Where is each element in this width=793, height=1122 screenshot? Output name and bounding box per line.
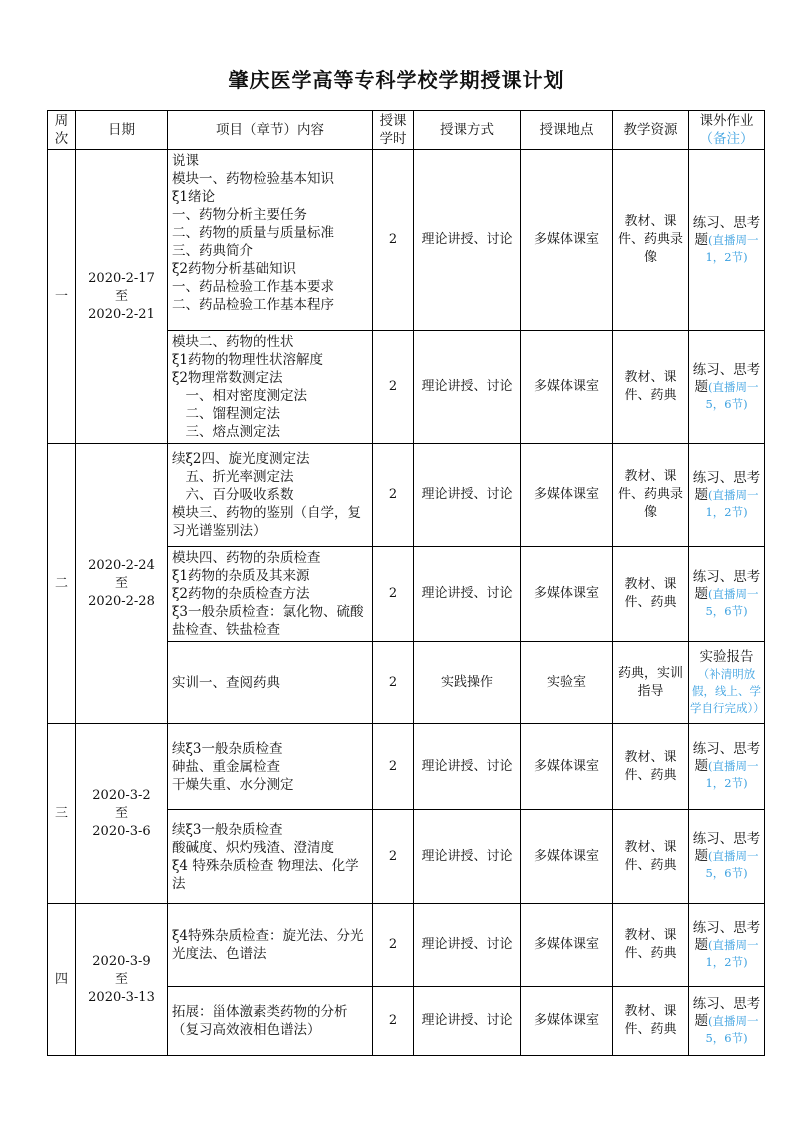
content-cell: 说课 模块一、药物检验基本知识 ξ1绪论 一、药物分析主要任务 二、药物的质量与质量标准 三、药典简介 ξ2药物分析基础知识 一、药品检验工作基本要求 二、药品检验工作基本程序: [168, 150, 373, 331]
content-cell: 续ξ3一般杂质检查 砷盐、重金属检查 干燥失重、水分测定: [168, 724, 373, 810]
content-cell: 续ξ2四、旋光度测定法 五、折光率测定法 六、百分吸收系数 模块三、药物的鉴别（自学，复习光谱鉴别法）: [168, 444, 373, 547]
homework-note: (直播周一5，6节): [705, 1013, 759, 1045]
content-cell: ξ4特殊杂质检查：旋光法、分光光度法、色谱法: [168, 904, 373, 987]
header-homework-label: 课外作业: [699, 113, 754, 129]
location-cell: 多媒体课室: [521, 444, 613, 547]
homework-note: (直播周一5，6节): [705, 849, 759, 880]
homework-cell: [689, 547, 765, 642]
homework-note: （补清明放假，线上、学学自行完成））: [690, 666, 765, 715]
location-cell: 多媒体课室: [521, 724, 613, 810]
homework-text: 练习、思考题: [692, 919, 761, 953]
resources-cell: 教材、课件、药典: [613, 904, 689, 987]
content-cell: 模块四、药物的杂质检查 ξ1药物的杂质及其来源 ξ2药物的杂质检查方法 ξ3一般杂质检查：氯化物、硫酸盐检查、铁盐检查: [168, 547, 373, 642]
resources-cell: 教材、课件、药典: [613, 810, 689, 904]
homework-cell: [689, 642, 765, 724]
week-cell: 四: [48, 904, 76, 1056]
hours-cell: 2: [373, 444, 414, 547]
method-cell: 理论讲授、讨论: [414, 904, 521, 987]
date-date-end: 2020-3-6: [92, 823, 151, 839]
header-date: 日期: [76, 111, 168, 150]
header-method: 授课方式: [414, 111, 521, 150]
resources-cell: 药典，实训指导: [613, 642, 689, 724]
date-date-to: 至: [114, 575, 128, 591]
homework-cell: [689, 724, 765, 810]
homework-cell: [689, 810, 765, 904]
resources-cell: 教材、课件、药典: [613, 331, 689, 444]
date-date-start: 2020-3-9: [92, 953, 151, 969]
date-date-end: 2020-3-13: [88, 989, 155, 1005]
header-row: [48, 111, 765, 150]
date-cell: [76, 904, 168, 1056]
resources-cell: 教材、课件、药典: [613, 724, 689, 810]
method-cell: 理论讲授、讨论: [414, 724, 521, 810]
table-row: [48, 444, 765, 547]
table-row: [48, 724, 765, 810]
homework-cell: [689, 444, 765, 547]
date-date-to: 至: [114, 288, 128, 304]
homework-note: (直播周一5，6节): [705, 586, 759, 618]
location-cell: 多媒体课室: [521, 904, 613, 987]
resources-cell: 教材、课件、药典录像: [613, 444, 689, 547]
header-hours: 授课学时: [373, 111, 414, 150]
hours-cell: 2: [373, 987, 414, 1056]
location-cell: 多媒体课室: [521, 547, 613, 642]
method-cell: 实践操作: [414, 642, 521, 724]
header-homework: [689, 111, 765, 150]
method-cell: 理论讲授、讨论: [414, 810, 521, 904]
document-title: 肇庆医学高等专科学校学期授课计划: [228, 68, 565, 92]
content-cell: 模块二、药物的性状 ξ1药物的物理性状溶解度 ξ2物理常数测定法 一、相对密度测定法 二、馏程测定法 三、熔点测定法: [168, 331, 373, 444]
date-date-to: 至: [114, 971, 128, 987]
homework-note: (直播周一1，2节): [705, 759, 759, 790]
date-date-end: 2020-2-28: [88, 593, 155, 609]
homework-text: 练习、思考题: [692, 361, 761, 395]
week-cell: 三: [48, 724, 76, 904]
resources-cell: 教材、课件、药典录像: [613, 150, 689, 331]
resources-cell: 教材、课件、药典: [613, 547, 689, 642]
table-row: [48, 150, 765, 331]
hours-cell: 2: [373, 150, 414, 331]
method-cell: 理论讲授、讨论: [414, 987, 521, 1056]
location-cell: 实验室: [521, 642, 613, 724]
homework-text: 练习、思考题: [692, 831, 761, 864]
method-cell: 理论讲授、讨论: [414, 547, 521, 642]
method-cell: 理论讲授、讨论: [414, 331, 521, 444]
hours-cell: 2: [373, 547, 414, 642]
content-cell: 实训一、查阅药典: [168, 642, 373, 724]
content-cell: 拓展：甾体激素类药物的分析（复习高效液相色谱法）: [168, 987, 373, 1056]
table-body: [48, 150, 765, 1056]
location-cell: 多媒体课室: [521, 331, 613, 444]
homework-cell: [689, 987, 765, 1056]
homework-cell: [689, 904, 765, 987]
content-cell: 续ξ3一般杂质检查 酸碱度、炽灼残渣、澄清度 ξ4 特殊杂质检查 物理法、化学法: [168, 810, 373, 904]
location-cell: 多媒体课室: [521, 987, 613, 1056]
homework-cell: [689, 150, 765, 331]
header-week: 周次: [48, 111, 76, 150]
homework-note: (直播周一1，2节): [705, 487, 759, 519]
homework-cell: [689, 331, 765, 444]
date-date-start: 2020-2-24: [88, 557, 155, 573]
date-cell: [76, 150, 168, 444]
date-cell: [76, 724, 168, 904]
hours-cell: 2: [373, 810, 414, 904]
week-cell: 二: [48, 444, 76, 724]
method-cell: 理论讲授、讨论: [414, 444, 521, 547]
date-cell: [76, 444, 168, 724]
homework-text: 实验报告: [699, 648, 754, 665]
date-date-to: 至: [114, 805, 128, 821]
homework-text: 练习、思考题: [692, 741, 761, 774]
hours-cell: 2: [373, 904, 414, 987]
homework-note: (直播周一1，2节): [705, 232, 759, 264]
hours-cell: 2: [373, 724, 414, 810]
header-homework-note: （备注）: [699, 131, 754, 147]
date-date-end: 2020-2-21: [88, 306, 155, 322]
homework-note: (直播周一5，6节): [705, 379, 759, 411]
method-cell: 理论讲授、讨论: [414, 150, 521, 331]
table-row: [48, 904, 765, 987]
header-location: 授课地点: [521, 111, 613, 150]
date-date-start: 2020-2-17: [88, 270, 155, 286]
header-resources: 教学资源: [613, 111, 689, 150]
location-cell: 多媒体课室: [521, 150, 613, 331]
teaching-plan-table: [47, 110, 765, 1056]
homework-text: 练习、思考题: [692, 995, 761, 1029]
date-date-start: 2020-3-2: [92, 787, 151, 803]
hours-cell: 2: [373, 642, 414, 724]
homework-note: (直播周一1，2节): [705, 937, 759, 969]
homework-text: 练习、思考题: [692, 469, 761, 503]
resources-cell: 教材、课件、药典: [613, 987, 689, 1056]
homework-text: 练习、思考题: [692, 568, 761, 602]
week-cell: 一: [48, 150, 76, 444]
homework-text: 练习、思考题: [692, 214, 761, 248]
header-content: 项目（章节）内容: [168, 111, 373, 150]
location-cell: 多媒体课室: [521, 810, 613, 904]
hours-cell: 2: [373, 331, 414, 444]
